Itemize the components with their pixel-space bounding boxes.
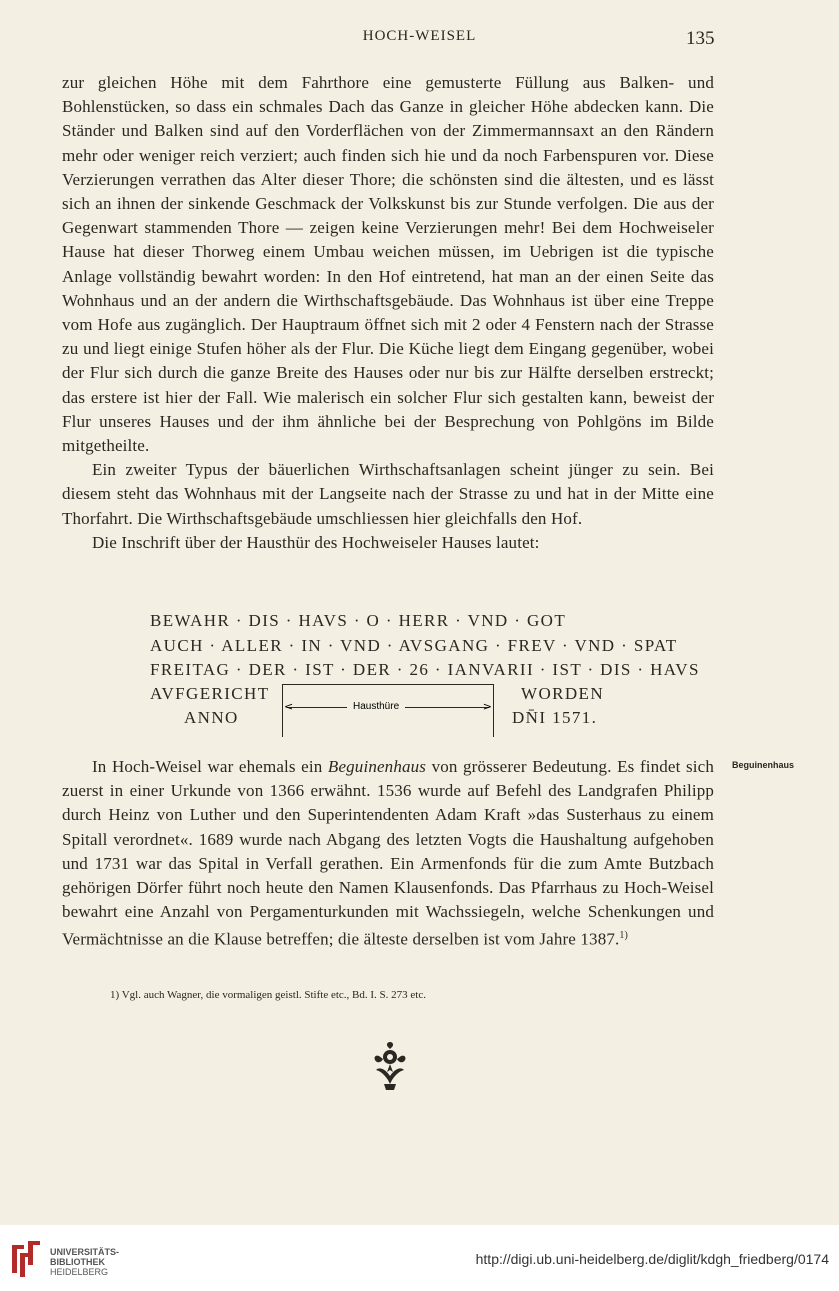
inscription-line-2: AUCH · ALLER · IN · VND · AVSGANG · FREV · VND · SPAT	[150, 636, 678, 655]
paragraph-1: zur gleichen Höhe mit dem Fahrthore eine gemusterte Füllung aus Balken- und Bohlenstücken, so dass ein schmales Dach das Ganze in gleicher Höhe abdecken kann. Die Ständer und Balken sind auf den Vorderflächen von der Zimmermannsaxt an den Rändern mehr oder weniger reich verziert; auch finden sich hie und da noch Farbenspuren vor. Diese Verzierungen verrathen das Alter dieser Thore; die schönsten sind die ältesten, und es lässt sich an ihnen der sinkende Geschmack der Volkskunst bis zur Stunde verfolgen. Die aus der Gegenwart stammenden Thore — zeigen keine Verzierungen mehr! Bei dem Hochweiseler Hause hat dieser Thorweg einem Umbau weichen müssen, im Uebrigen ist die typische Anlage vollständig bewahrt worden: In den Hof eintretend, hat man an der einen Seite das Wohnhaus und an der andern die Wirthschaftsgebäude. Das Wohnhaus ist über eine Treppe vom Hofe aus zugänglich. Der Hauptraum öffnet sich mit 2 oder 4 Fenstern nach der Strasse zu und liegt einige Stufen höher als der Flur. Die Küche liegt dem Eingang gegenüber, wobei der Flur sich durch die ganze Breite des Hauses oder nur bis zur Hälfte derselben erstreckt; das erstere ist hier der Fall. Wie malerisch ein solcher Flur sich gestalten kann, beweist der Flur unseres Hauses und der ihm ähnliche bei der Besprechung von Pohlgöns im Bilde mitgetheilte.	[62, 73, 714, 456]
printers-ornament-icon	[370, 1040, 410, 1092]
main-text-continued	[62, 755, 714, 952]
arrow-right-icon: >	[482, 700, 492, 713]
paragraph-2: Ein zweiter Typus der bäuerlichen Wirthschaftsanlagen scheint jünger zu sein. Bei diesem steht das Wohnhaus mit der Langseite nach der Strasse zu und hat in der Mitte eine Thorfahrt. Die Wirthschaftsgebäude umschliessen hier gleichfalls den Hof.	[62, 460, 714, 528]
paragraph-3: Die Inschrift über der Hausthür des Hochweiseler Hauses lautet:	[92, 532, 540, 552]
inscription-line-5-right: DN̄I 1571.	[512, 708, 598, 727]
paragraph-4-rest: von grösserer Bedeutung. Es findet sich zuerst in einer Urkunde von 1366 erwähnt. 1536 wurde auf Befehl des Landgrafen Philipp durch Heinz von Luther und den Superintendenten Adam Kraft »das Susterhaus zu einem Spitall verordnet«. 1689 wurde nach Abgang des letzten Vogts die Haushaltung aufgehoben und 1731 war das Spital in Verfall gerathen. Ein Armenfonds für die zum Amte Butzbach gehörigen Dörfer führt noch heute den Namen Klausenfonds. Das Pfarrhaus zu Hoch-Weisel bewahrt eine Anzahl von Pergamenturkunden mit Wachssiegeln, welche Schenkungen und Vermächtnisse an die Klause betreffen; die älteste derselben ist vom Jahre 1387.	[62, 757, 714, 950]
footnote-reference: 1)	[619, 930, 629, 942]
permalink-url[interactable]: http://digi.ub.uni-heidelberg.de/diglit/kdgh_friedberg/0174	[475, 1251, 829, 1267]
door-diagram	[282, 684, 494, 737]
margin-note: Beguinenhaus	[732, 760, 795, 770]
page-number: 135	[686, 28, 715, 49]
door-label: Hausthüre	[347, 701, 405, 712]
viewer-footer	[0, 1225, 839, 1291]
logo-line-2: BIBLIOTHEK	[50, 1257, 105, 1267]
paragraph-4	[62, 755, 714, 952]
inscription-line-4-right: WORDEN	[521, 684, 604, 703]
door-width-arrow	[284, 700, 492, 713]
inscription-line-3: FREITAG · DER · IST · DER · 26 · IANVARII · IST · DIS · HAVS	[150, 660, 700, 679]
beguinenhaus-emphasis: Beguinenhaus	[327, 757, 427, 776]
footnote: 1) Vgl. auch Wagner, die vormaligen geistl. Stifte etc., Bd. I. S. 273 etc.	[110, 989, 426, 1001]
running-header: HOCH-WEISEL	[362, 28, 477, 44]
inscription-line-1: BEWAHR · DIS · HAVS · O · HERR · VND · GOT	[150, 611, 567, 630]
paragraph-4-start: In Hoch-Weisel war ehemals ein	[92, 757, 328, 776]
arrow-left-icon: <	[284, 700, 294, 713]
heidelberg-logo-icon[interactable]	[8, 1239, 44, 1279]
inscription-line-5-left: ANNO	[184, 708, 239, 727]
logo-line-3: HEIDELBERG	[50, 1267, 109, 1277]
logo-line-1: UNIVERSITÄTS-	[50, 1247, 120, 1257]
library-logo-text[interactable]	[50, 1247, 119, 1277]
inscription-line-4-left: AVFGERICHT	[150, 684, 270, 703]
main-text	[62, 71, 714, 555]
